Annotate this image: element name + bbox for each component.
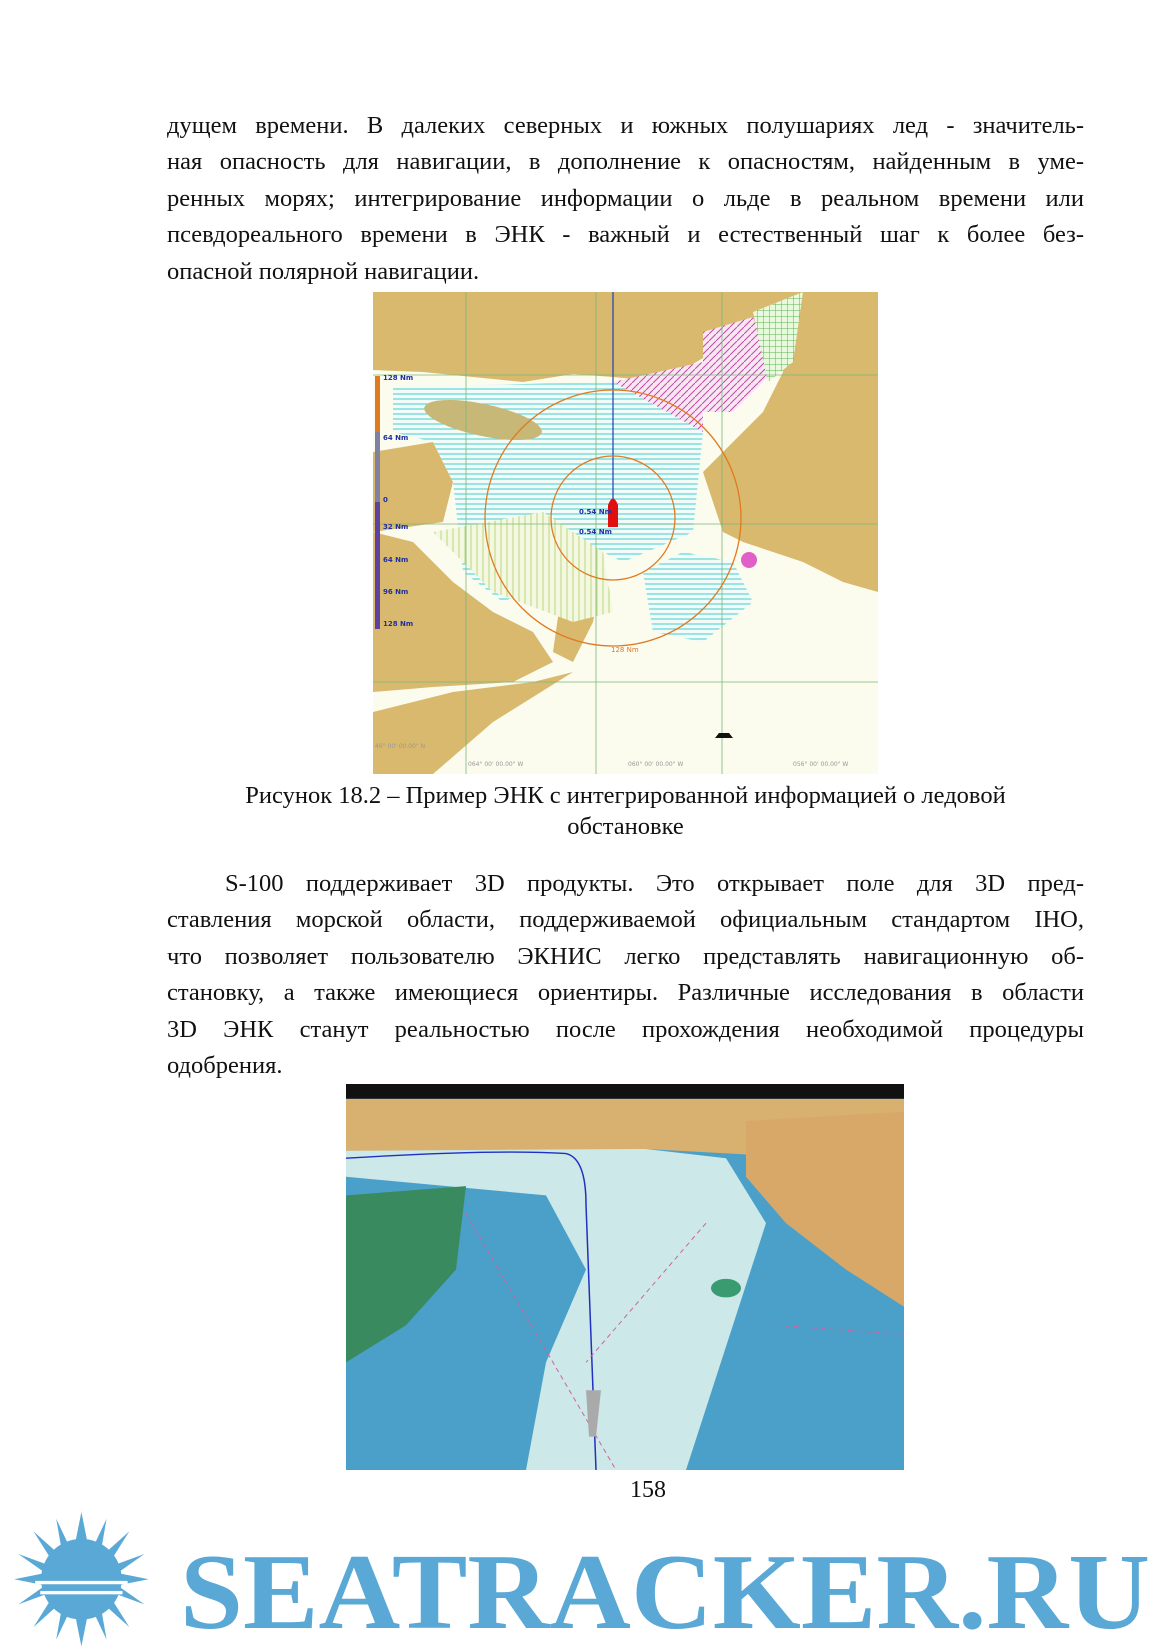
text-line: опасной полярной навигации.: [167, 257, 480, 285]
scale-label: 96 Nm: [383, 588, 409, 596]
scale-label: 0: [383, 496, 388, 504]
page-number: 158: [630, 1477, 666, 1503]
range-label: 0.54 Nm: [579, 508, 612, 516]
top-bar: [346, 1084, 904, 1099]
scale-label: 64 Nm: [383, 434, 409, 442]
watermark: [0, 1510, 1166, 1649]
ice-marker: [741, 552, 757, 568]
3d-enc-figure: [346, 1084, 904, 1470]
sun-logo-icon: [14, 1512, 148, 1646]
text-line: становку, а также имеющиеся ориентиры. Различные исследования в области: [167, 979, 1084, 1007]
caption-line: обстановке: [567, 813, 684, 840]
text-line: псевдореального времени в ЭНК - важный и естественный шаг к более без-: [167, 221, 1084, 249]
paragraph-2: [167, 866, 1084, 1084]
paragraph-1: [167, 108, 1084, 290]
text-line: ная опасность для навигации, в дополнение к опасностям, найденным в уме-: [167, 148, 1084, 176]
scale-label: 128 Nm: [383, 620, 414, 628]
figure-caption: [167, 780, 1084, 842]
text-line: ренных морях; интегрирование информации о льде в реальном времени или: [167, 184, 1084, 212]
text-line: 3D ЭНК станут реальностью после прохождения необходимой процедуры: [167, 1015, 1084, 1043]
caption-line: Рисунок 18.2 – Пример ЭНК с интегрированной информацией о ледовой: [245, 782, 1006, 809]
lon-label: 056° 00' 00.00" W: [793, 761, 849, 768]
ice-enc-chart-figure: [373, 292, 878, 774]
watermark-text: SEATRACKER.RU: [180, 1533, 1150, 1649]
text-line: что позволяет пользователю ЭКНИС легко представлять навигационную об-: [167, 942, 1084, 970]
range-label: 0.54 Nm: [579, 528, 612, 536]
scale-bar-bottom: [375, 502, 380, 629]
scale-bar-middle: [375, 432, 380, 502]
lon-label: 064° 00' 00.00" W: [468, 761, 524, 768]
ring-label: 128 Nm: [611, 646, 639, 654]
text-line: ставления морской области, поддерживаемой официальным стандартом IHO,: [167, 906, 1084, 934]
text-line: S-100 поддерживает 3D продукты. Это открывает поле для 3D пред-: [225, 870, 1084, 897]
islet: [711, 1279, 741, 1298]
scale-label: 64 Nm: [383, 556, 409, 564]
text-line: одобрения.: [167, 1052, 283, 1080]
text-line: дущем времени. В далеких северных и южных полушариях лед - значитель-: [167, 112, 1084, 139]
lon-label: 060° 00' 00.00" W: [628, 761, 684, 768]
scale-label: 128 Nm: [383, 374, 414, 382]
scale-label: 32 Nm: [383, 523, 409, 531]
lat-label: 46° 00' 00.00" N: [375, 743, 426, 750]
